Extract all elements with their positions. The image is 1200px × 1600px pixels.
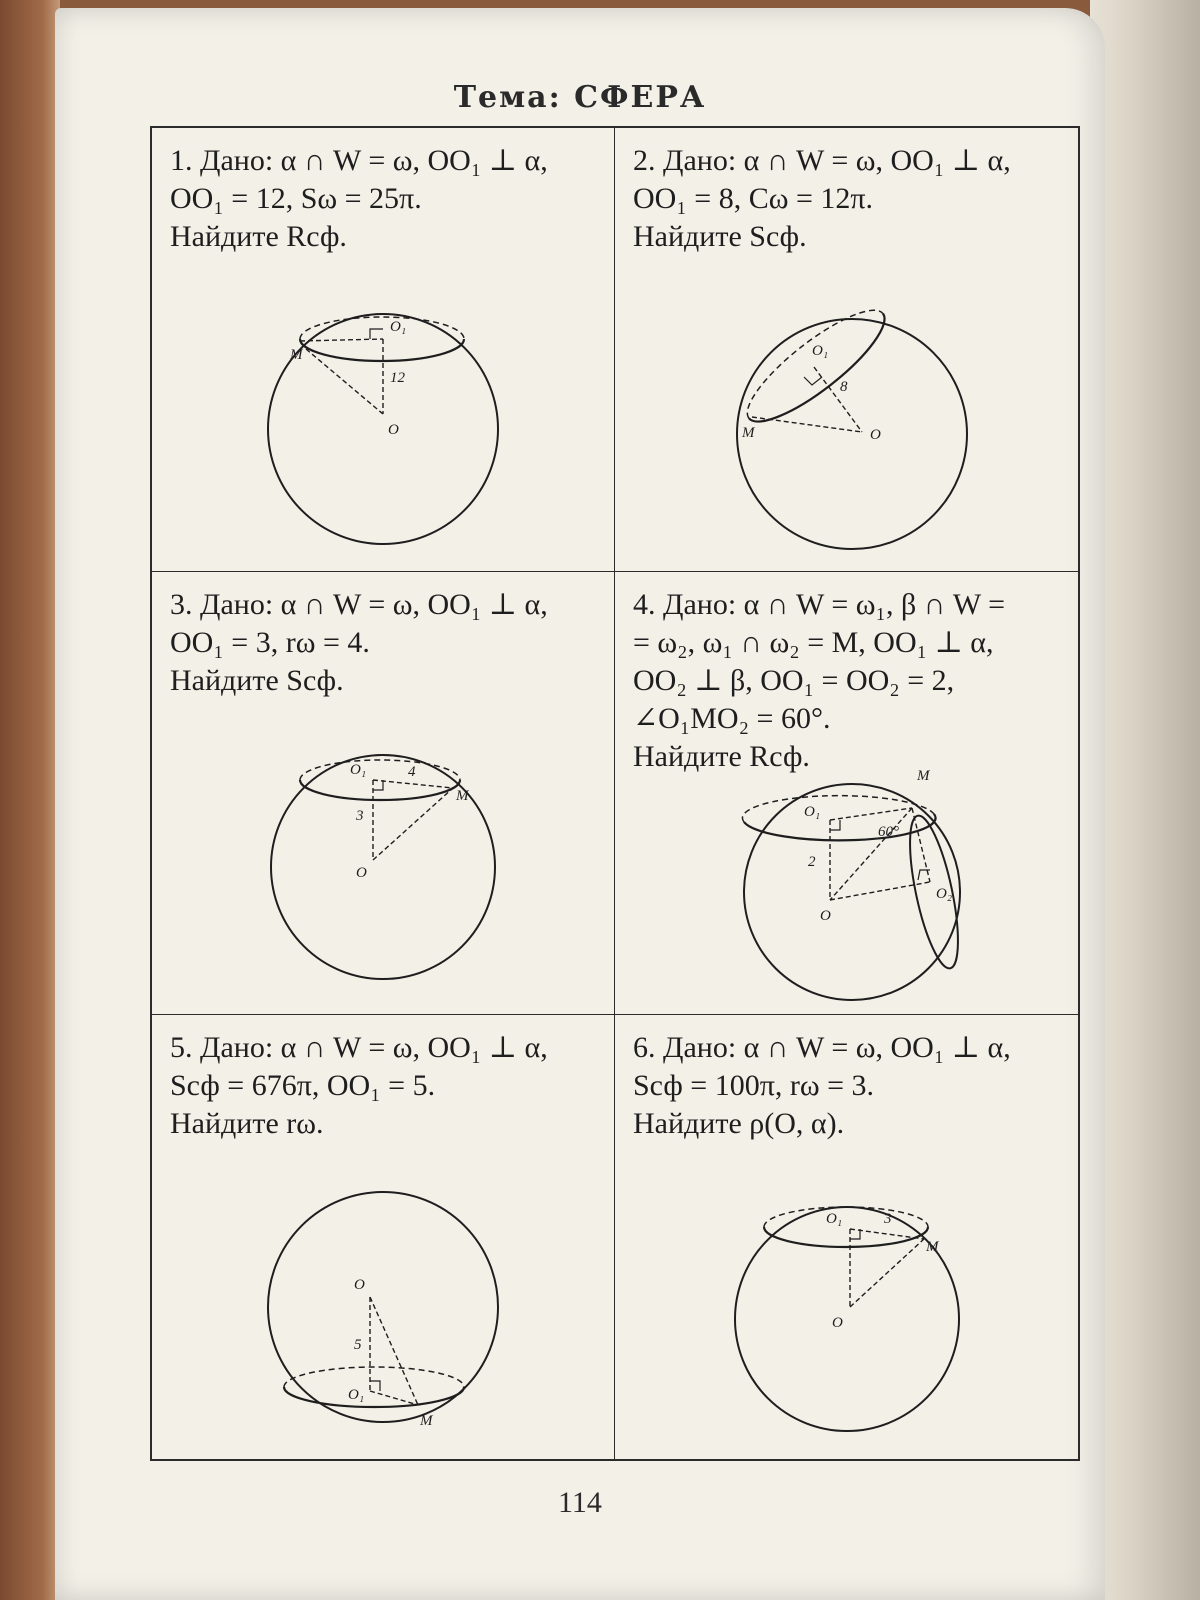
problem-4-line-5: Найдите Rсф. xyxy=(633,739,810,773)
label-o: O xyxy=(354,1276,365,1293)
problem-6-line-2: Sсф = 100π, rω = 3. xyxy=(633,1069,875,1103)
problems-grid xyxy=(150,126,1080,1461)
problem-5-line-1: 5. Дано: α ∩ W = ω, OO₁ ⊥ α, xyxy=(170,1031,548,1065)
problem-3-line-3: Найдите Sсф. xyxy=(170,663,344,697)
label-o1: O₁ xyxy=(348,1386,365,1403)
label-m: M xyxy=(916,768,929,785)
next-page-edge xyxy=(1090,0,1200,1600)
problem-4 xyxy=(615,572,1078,1016)
label-o1: O₁ xyxy=(811,342,828,359)
label-o1: O₁ xyxy=(350,762,367,779)
problem-1 xyxy=(152,128,615,572)
problem-2-line-3: Найдите Sсф. xyxy=(633,220,807,253)
label-value-h: 3 xyxy=(356,808,364,825)
table-surface-left xyxy=(0,0,60,1600)
label-o: O xyxy=(831,1314,843,1331)
problem-4-line-3: OO₂ ⊥ β, OO₁ = OO₂ = 2, xyxy=(633,663,955,697)
problem-2 xyxy=(615,128,1078,572)
problem-3-line-1: 3. Дано: α ∩ W = ω, OO₁ ⊥ α, xyxy=(170,587,548,621)
page-number: 114 xyxy=(558,1486,602,1519)
label-o1: O₁ xyxy=(803,804,820,821)
problem-6 xyxy=(615,1015,1078,1459)
label-m: M xyxy=(925,1238,938,1255)
problem-3-line-2: OO₁ = 3, rω = 4. xyxy=(170,625,370,659)
label-o: O xyxy=(388,421,399,438)
problem-1-line-2: OO₁ = 12, Sω = 25π. xyxy=(170,182,422,215)
sphere-figure-1 xyxy=(248,289,518,559)
sphere-figure-6 xyxy=(712,1177,982,1447)
problem-2-line-1: 2. Дано: α ∩ W = ω, OO₁ ⊥ α, xyxy=(633,144,1011,177)
label-o: O xyxy=(819,908,831,925)
problem-4-line-2: = ω₂, ω₁ ∩ ω₂ = M, OO₁ ⊥ α, xyxy=(633,625,994,659)
problem-3 xyxy=(152,572,615,1016)
label-o1: O₁ xyxy=(825,1210,842,1227)
problem-6-line-3: Найдите ρ(O, α). xyxy=(633,1107,845,1141)
label-value-r: 4 xyxy=(408,764,416,781)
label-o1: O₁ xyxy=(390,318,407,335)
label-m: M xyxy=(741,424,754,441)
label-value: 5 xyxy=(354,1336,362,1353)
label-value: 2 xyxy=(807,854,815,871)
label-value: 3 xyxy=(883,1210,891,1227)
problem-1-line-1: 1. Дано: α ∩ W = ω, OO₁ ⊥ α, xyxy=(170,144,548,177)
label-angle: 60° xyxy=(877,824,899,841)
sphere-figure-4 xyxy=(712,732,982,1002)
label-o: O xyxy=(356,865,367,882)
label-m: M xyxy=(290,346,303,363)
label-o: O xyxy=(869,426,881,443)
label-value: 12 xyxy=(390,369,405,386)
problem-1-line-3: Найдите Rсф. xyxy=(170,220,347,253)
label-m: M xyxy=(456,788,469,805)
problem-5-line-3: Найдите rω. xyxy=(170,1107,324,1141)
problem-5 xyxy=(152,1015,615,1459)
problem-5-line-2: Sсф = 676π, OO₁ = 5. xyxy=(170,1069,436,1103)
problem-6-line-1: 6. Дано: α ∩ W = ω, OO₁ ⊥ α, xyxy=(633,1031,1011,1065)
label-o2: O₂ xyxy=(935,886,952,903)
label-m: M xyxy=(420,1412,433,1429)
problem-2-line-2: OO₁ = 8, Cω = 12π. xyxy=(633,182,874,215)
sphere-figure-2 xyxy=(712,289,982,559)
book-page xyxy=(55,8,1105,1600)
problem-4-line-1: 4. Дано: α ∩ W = ω₁, β ∩ W = xyxy=(633,587,1006,621)
problem-4-line-4: ∠O₁MO₂ = 60°. xyxy=(633,701,831,735)
label-value: 8 xyxy=(839,378,847,395)
sphere-figure-3 xyxy=(248,732,518,1002)
sphere-figure-5 xyxy=(248,1177,518,1447)
page-title: Тема: СФЕРА xyxy=(453,80,707,115)
